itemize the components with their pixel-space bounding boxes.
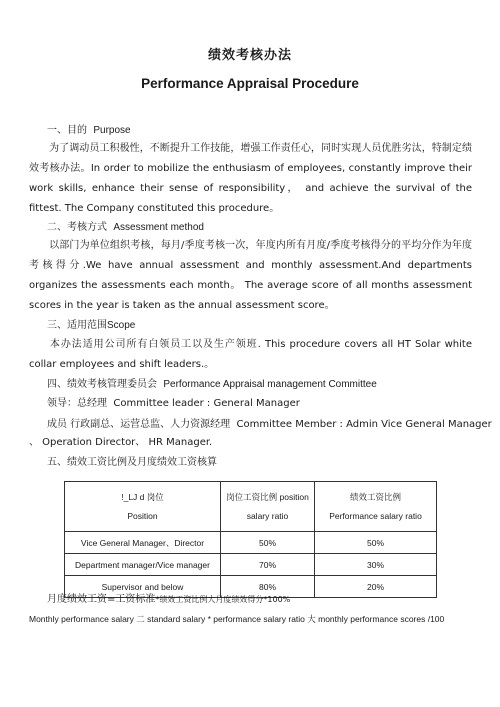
section-body-purpose: 为了调动员工积极性，不断提升工作技能，增强工作责任心，同时实现人员优胜劣汰，特制定绩效考核办法。In order to mobilize the enthusiasm of employees, constantly improve their work skills, enhance their sense of responsibility， and achieve the survival of the fittest. The Company constituted this procedure。	[29, 143, 472, 214]
section-heading-cn: 三、适用范围	[47, 320, 107, 331]
table-cell: 70%	[221, 554, 315, 576]
committee-leader: 领导：总经理 Committee leader : General Manager	[47, 398, 300, 409]
table-cell: Vice General Manager、Director	[65, 532, 221, 554]
section-heading-scope	[47, 319, 135, 333]
salary-formula-en: Monthly performance salary 二 standard salary * performance salary ratio 大 monthly performance scores /100	[29, 614, 445, 624]
table-cell: Department manager/Vice manager	[65, 554, 221, 576]
section-heading-en: Performance Appraisal management Committee	[163, 379, 377, 390]
table-header-cell: !_LJ d 岗位 Position	[65, 482, 221, 532]
section-heading-cn: 二、考核方式	[47, 222, 107, 233]
section-heading-salary: 五、绩效工资比例及月度绩效工资核算	[47, 457, 217, 468]
salary-ratio-table	[64, 481, 437, 598]
table-header-cell: 绩效工资比例 Performance salary ratio	[315, 482, 437, 532]
section-heading-en: Scope	[107, 320, 136, 331]
table-header-row	[65, 482, 437, 532]
table-cell: 20%	[315, 576, 437, 598]
section-heading-cn: 四、绩效考核管理委员会	[47, 379, 157, 390]
section-heading-cn: 一、目的	[47, 125, 87, 136]
table-row	[65, 554, 437, 576]
salary-formula-cn: 月度绩效工资=工资标准*绩效工资比例大月度绩效得分*100%	[47, 594, 291, 605]
section-heading-purpose	[47, 124, 131, 138]
section-body-scope: 本办法适用公司所有白领员工以及生产领班. This procedure covers all HT Solar white collar employees and shift leaders.。	[29, 339, 472, 370]
committee-members: 成员 行政副总、运营总监、人力资源经理 Committee Member : Admin Vice General Manager	[47, 419, 492, 430]
table-cell: 50%	[315, 532, 437, 554]
document-title-cn: 绩效考核办法	[207, 48, 292, 63]
section-body-assessment: 以部门为单位组织考核，每月/季度考核一次，年度内所有月度/季度考核得分的平均分作为年度考核得分.We have annual assessment and monthly assessment.And departments organizes the assessments each month。 The average score of all months assessment scores in the year is taken as the annual assessment score。	[29, 240, 472, 311]
section-heading-assessment	[47, 221, 204, 235]
document-title-en: Performance Appraisal Procedure	[141, 76, 359, 91]
section-heading-committee	[47, 378, 377, 392]
section-heading-en: Purpose	[93, 125, 131, 136]
committee-members-continued: 、 Operation Director、 HR Manager.	[29, 437, 213, 448]
table-cell: 30%	[315, 554, 437, 576]
table-row	[65, 532, 437, 554]
table-cell: 50%	[221, 532, 315, 554]
table-cell: Supervisor and below	[65, 576, 221, 598]
section-heading-en: Assessment method	[113, 222, 204, 233]
table-header-cell: 岗位工资比例 position salary ratio	[221, 482, 315, 532]
table-cell: 80%	[221, 576, 315, 598]
